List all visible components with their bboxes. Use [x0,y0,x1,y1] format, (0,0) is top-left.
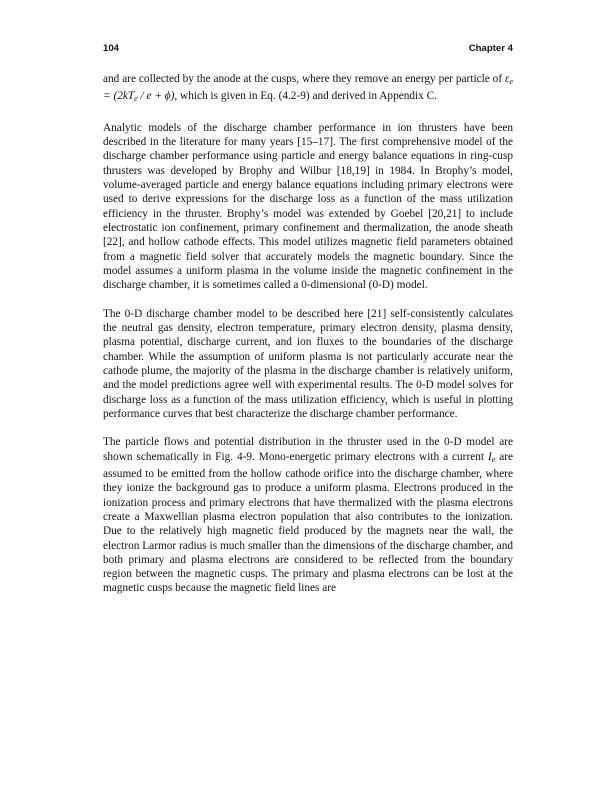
paragraph-text: are assumed to be emitted from the hollow cathode orifice into the discharge chamber, where they ionize the background gas to produce a uniform plasma. Electrons produced in the ionization process and primary electrons that have thermalized with the plasma electrons create a Maxwellian plasma electron population that also contributes to the ionization. Due to the relatively high magnetic field produced by the magnets near the wall, the electron Larmor radius is much smaller than the dimensions of the discharge chamber, and both primary and plasma electrons are considered to be reflected from the boundary region between the magnetic cusps. The primary and plasma electrons can be lost at the magnetic cusps because the magnetic field lines are [103,450,513,595]
paragraph-text: and are collected by the anode at the cusps, where they remove an energy per particle of [103,73,505,85]
paragraph-2: Analytic models of the discharge chamber performance in ion thrusters have been described in the literature for many years [15–17]. The first comprehensive model of the discharge chamber performance using particle and energy balance equations in ring-cusp thrusters was developed by Brophy and Wilbur [18,19] in 1984. In Brophy’s model, volume-averaged particle and energy balance equations including primary electrons were used to derive expressions for the discharge loss as a function of the mass utilization efficiency in the thruster. Brophy’s model was extended by Goebel [20,21] to include electrostatic ion confinement, primary confinement and thermalization, the anode sheath [22], and hollow cathode effects. This model utilizes magnetic field parameters obtained from a magnetic field solver that accurately models the magnetic boundary. Since the model assumes a uniform plasma in the volume inside the magnetic confinement in the discharge chamber, it is sometimes called a 0-dimensional (0-D) model. [103,121,513,292]
paragraph-4 [103,435,513,595]
chapter-title: Chapter 4 [468,43,513,54]
running-header [103,43,513,55]
current-symbol: $I_e$ [487,450,496,464]
paragraph-text: The particle flows and potential distribution in the thruster used in the 0-D model are shown schematically in Fig. 4-9. Mono-energetic primary electrons with a current [103,436,513,463]
energy-equation: $\varepsilon_e = (2kT_e / e + \phi)$ [103,73,513,104]
body-text [103,72,513,610]
paragraph-1 [103,72,513,107]
page-number: 104 [103,43,120,54]
paragraph-3: The 0-D discharge chamber model to be described here [21] self-consistently calculates the neutral gas density, electron temperature, primary electron density, plasma density, plasma potential, discharge current, and ion fluxes to the boundaries of the discharge chamber. While the assumption of uniform plasma is not particularly accurate near the cathode plume, the majority of the plasma in the discharge chamber is relatively uniform, and the model predictions agree well with experimental results. The 0-D model solves for discharge loss as a function of the mass utilization efficiency, which is useful in plotting performance curves that best characterize the discharge chamber performance. [103,307,513,420]
paragraph-text: , which is given in Eq. (4.2-9) and derived in Appendix C. [174,90,438,103]
